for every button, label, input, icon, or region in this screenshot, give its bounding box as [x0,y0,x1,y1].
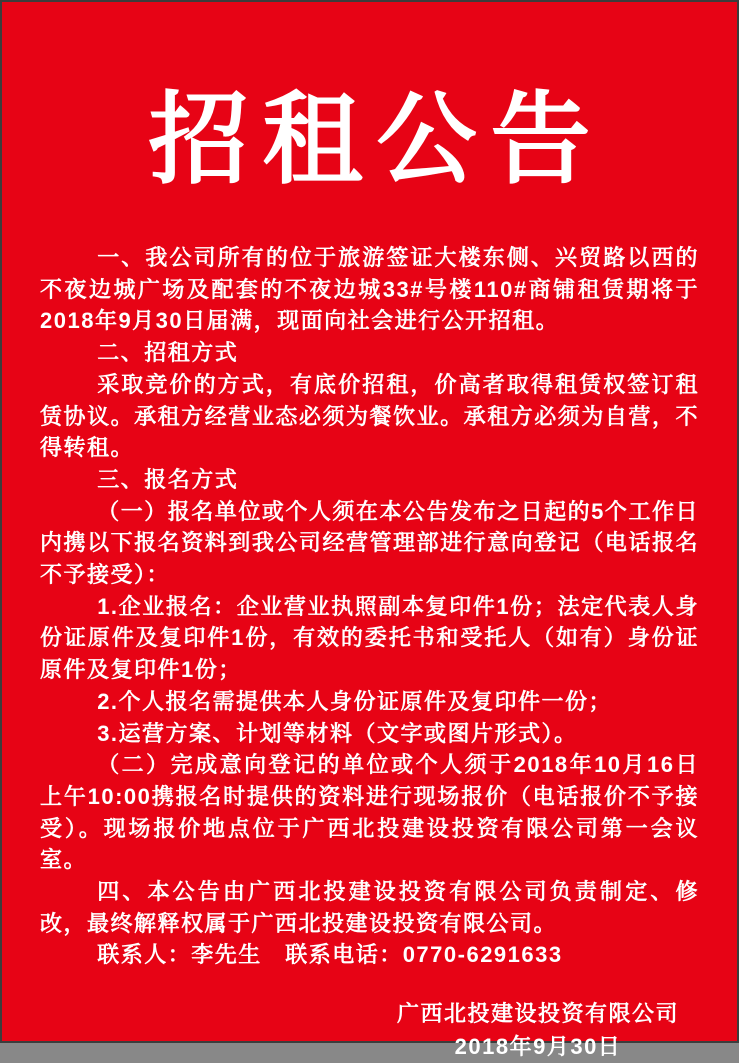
paragraph-bidding: （二）完成意向登记的单位或个人须于2018年10月16日上午10:00携报名时提供的资料进行现场报价（电话报价不予接受）。现场报价地点位于广西北投建设投资有限公司第一会议室。 [40,752,699,873]
signature-block [397,997,679,1063]
heading-rental-method: 二、招租方式 [97,340,239,366]
poster-title: 招租公告 [148,80,605,198]
paragraph-individual-docs: 2.个人报名需提供本人身份证原件及复印件一份； [97,688,613,714]
paragraph-registration-1: （一）报名单位或个人须在本公告发布之日起的5个工作日内携以下报名资料到我公司经营管理部进行意向登记（电话报名不予接受）： [40,498,699,588]
paragraph-rental-method: 采取竞价的方式，有底价招租，价高者取得租赁权签订租赁协议。承租方经营业态必须为餐饮业。承租方必须为自营，不得转租。 [40,371,699,461]
paragraph-enterprise-docs: 1.企业报名：企业营业执照副本复印件1份；法定代表人身份证原件及复印件1份，有效的委托书和受托人（如有）身份证原件及复印件1份； [40,593,699,683]
heading-registration: 三、报名方式 [97,466,239,492]
paragraph-intro: 一、我公司所有的位于旅游签证大楼东侧、兴贸路以西的不夜边城广场及配套的不夜边城33#号楼110#商铺租赁期将于2018年9月30日届满，现面向社会进行公开招租。 [40,245,699,334]
poster-body [2,242,737,1060]
paragraph-plan-docs: 3.运营方案、计划等材料（文字或图片形式）。 [97,720,578,746]
paragraph-interpretation: 四、本公告由广西北投建设投资有限公司负责制定、修改，最终解释权属于广西北投建设投资有限公司。 [40,879,699,936]
signature-company: 广西北投建设投资有限公司 [396,1001,679,1027]
contact-line: 联系人：李先生 联系电话：0770-6291633 [97,942,563,968]
signature-date: 2018年9月30日 [454,1034,622,1060]
